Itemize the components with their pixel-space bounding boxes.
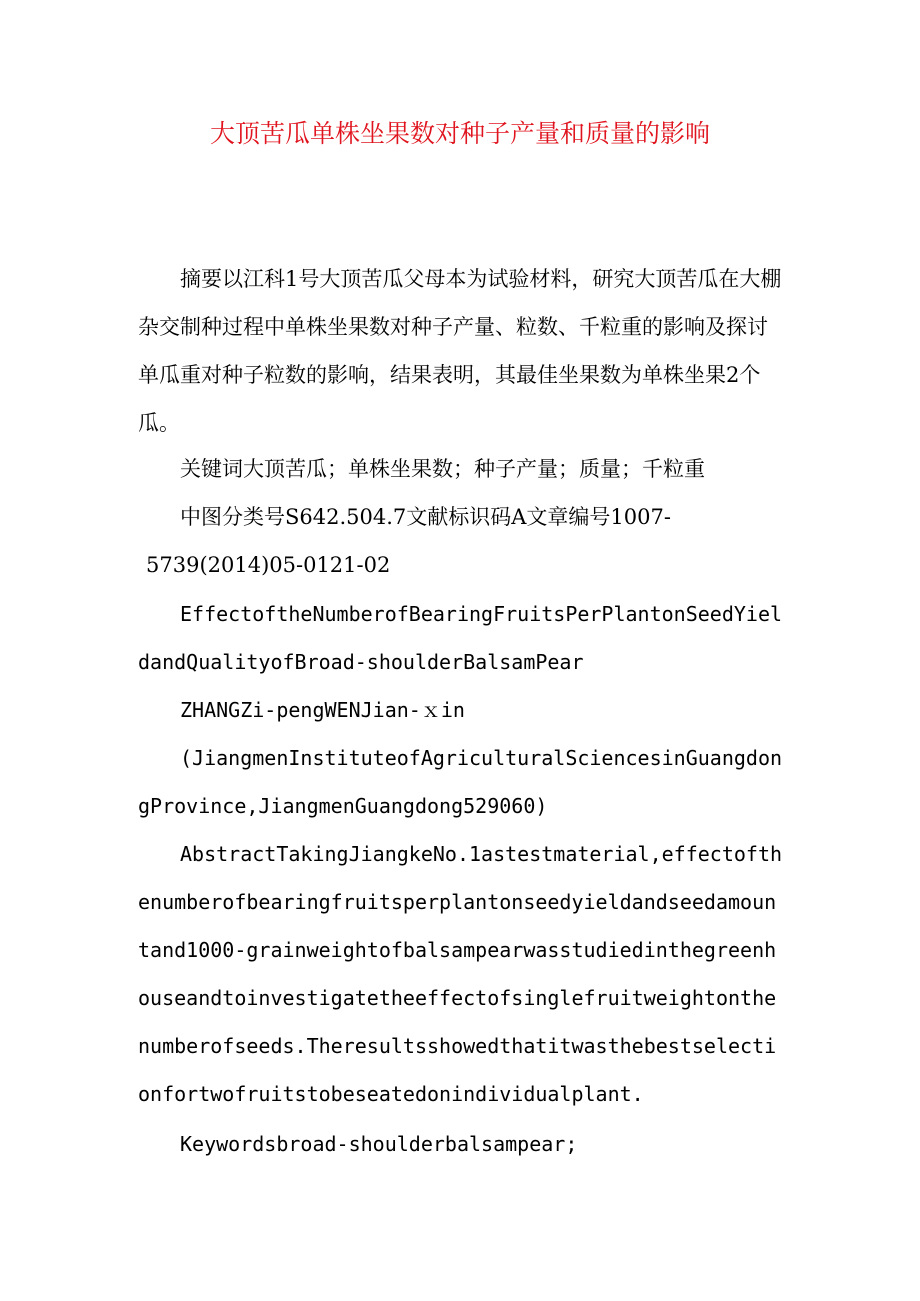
abstract-chinese: 摘要以江科1号大顶苦瓜父母本为试验材料，研究大顶苦瓜在大棚杂交制种过程中单株坐果数对种子产量、粒数、千粒重的影响及探讨单瓜重对种子粒数的影响，结果表明，其最佳坐果数为单株坐果2个瓜。 (138, 267, 782, 435)
english-affiliation: (JiangmenInstituteofAgriculturalSciencesinGuangdongProvince,JiangmenGuangdong529060) (138, 746, 783, 818)
english-authors: ZHANGZi-pengWENJian-ｘin (180, 698, 465, 722)
classification-number: 中图分类号S642.504.7文献标识码A文章编号1007- (180, 505, 671, 529)
english-title: EffectoftheNumberofBearingFruitsPerPlantonSeedYieldandQualityofBroad-shoulderBalsamPear (138, 602, 783, 674)
journal-code: 5739(2014)05-0121-02 (146, 553, 391, 577)
document-title: 大顶苦瓜单株坐果数对种子产量和质量的影响 (209, 119, 710, 148)
keywords-chinese: 关键词大顶苦瓜；单株坐果数；种子产量；质量；千粒重 (180, 457, 705, 481)
english-keywords: Keywordsbroad-shoulderbalsampear; (180, 1132, 578, 1156)
english-abstract: AbstractTakingJiangkeNo.1astestmaterial,effectofthenumberofbearingfruitsperplantonseedyieldandseedamountand1000-grainweightofbalsampearwasstudiedinthegreenhouseandtoinvestigatetheeffectofsinglefruitweightonthenumberofseeds.Theresultsshowedthatitwasthebestselectionfortwofruitstobeseatedonindividualplant. (138, 842, 783, 1106)
